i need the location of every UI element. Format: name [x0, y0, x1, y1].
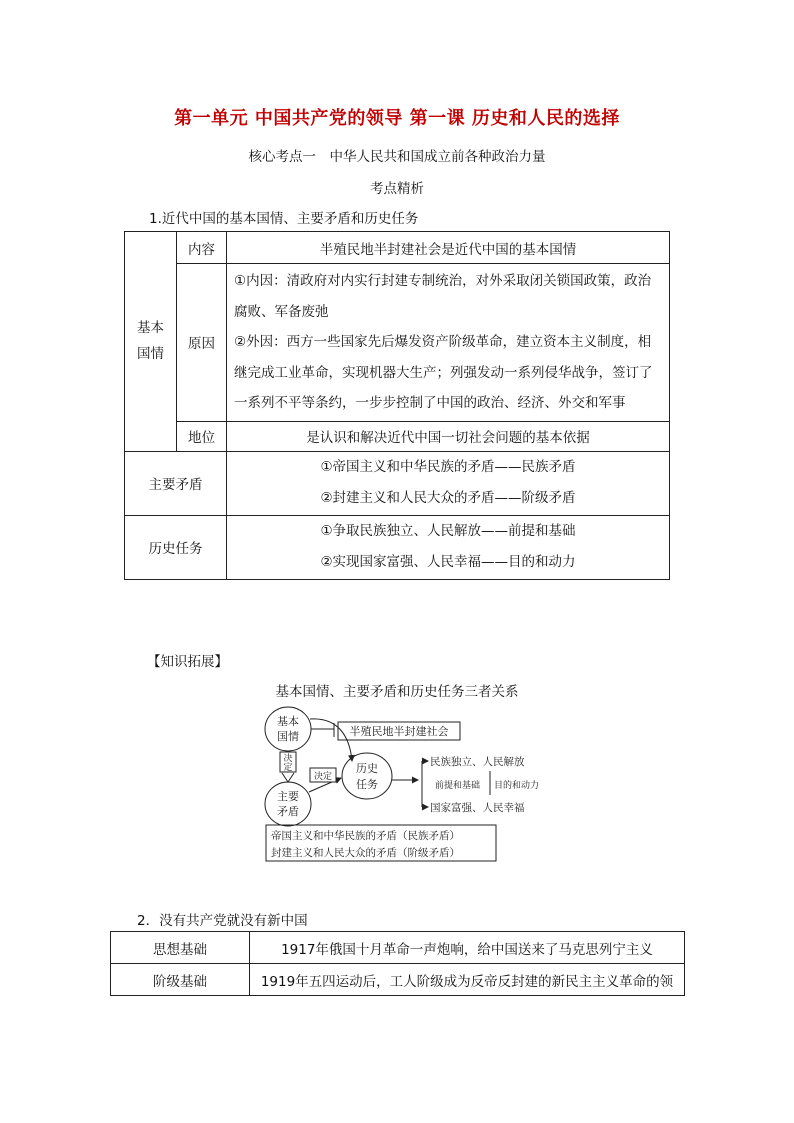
cause-internal: ①内因：清政府对内实行封建专制统治，对外采取闭关锁国政策，政治腐败、军备废弛	[234, 273, 652, 320]
decide-vertical-arrowhead	[282, 773, 294, 782]
section-1-heading: 1.近代中国的基本国情、主要矛盾和历史任务	[149, 211, 419, 227]
contradiction-1: ①帝国主义和中华民族的矛盾——民族矛盾	[320, 459, 576, 475]
historical-task-label: 历史任务	[125, 515, 227, 579]
knowledge-extension-heading: 【知识拓展】	[147, 654, 228, 670]
task-mid-2-text: 目的和动力	[494, 781, 540, 791]
node-basic-text-2: 国情	[277, 730, 299, 743]
main-contradiction-label: 主要矛盾	[125, 451, 227, 515]
basic-conditions-node	[265, 707, 311, 751]
decide-v-text-1: 决	[283, 754, 293, 764]
contra-box-text-2: 封建主义和人民大众的矛盾（阶级矛盾）	[271, 847, 460, 859]
cause-cell	[227, 264, 670, 422]
relationship-diagram	[258, 703, 558, 865]
page-title: 第一单元 中国共产党的领导 第一课 历史和人民的选择	[174, 108, 620, 129]
task-1: ①争取民族独立、人民解放——前提和基础	[320, 523, 576, 539]
foundation-value: 1917年俄国十月革命一声炮响，给中国送来了马克思列宁主义	[250, 932, 685, 964]
task-mid-1-text: 前提和基础	[435, 781, 481, 791]
cause-label: 原因	[177, 264, 227, 422]
foundation-value: 1919年五四运动后，工人阶级成为反帝反封建的新民主主义革命的领	[250, 964, 685, 996]
cause-external: ②外因：西方一些国家先后爆发资产阶级革命，建立资本主义制度，相继完成工业革命，实现机器大生产；列强发动一系列侵华战争，签订了一系列不平等条约，一步步控制了中国的政治、经济、外交和军事	[234, 334, 653, 411]
main-contradiction-values	[227, 451, 670, 515]
figure-title: 基本国情、主要矛盾和历史任务三者关系	[275, 684, 519, 700]
node-basic-text-1: 基本	[277, 715, 299, 728]
historical-task-node	[342, 753, 392, 799]
status-value: 是认识和解决近代中国一切社会问题的基本依据	[227, 421, 670, 451]
node-contra-text-2: 矛盾	[277, 805, 299, 818]
semi-colonial-text: 半殖民地半封建社会	[349, 725, 449, 738]
table-row	[111, 932, 685, 964]
node-task-text-1: 历史	[356, 762, 378, 775]
contradiction-2: ②封建主义和人民大众的矛盾——阶级矛盾	[320, 490, 576, 506]
basic-conditions-table	[124, 231, 670, 580]
foundation-table	[110, 931, 685, 996]
content-label: 内容	[177, 232, 227, 264]
core-topic-subtitle: 核心考点一 中华人民共和国成立前各种政治力量	[248, 149, 546, 165]
basic-conditions-label: 基本国情	[125, 232, 177, 452]
foundation-label: 阶级基础	[111, 964, 250, 996]
task-a-text: 民族独立、人民解放	[430, 756, 525, 768]
section-2-heading: 2．没有共产党就没有新中国	[137, 913, 308, 929]
status-label: 地位	[177, 421, 227, 451]
node-contra-text-1: 主要	[277, 790, 299, 803]
table-row	[111, 964, 685, 996]
decide-h-text: 决定	[313, 772, 333, 782]
main-contradiction-node	[265, 782, 311, 826]
content-value: 半殖民地半封建社会是近代中国的基本国情	[227, 232, 670, 264]
decide-v-text-2: 定	[283, 763, 293, 773]
task-b-text: 国家富强、人民幸福	[430, 802, 525, 814]
task-2: ②实现国家富强、人民幸福——目的和动力	[320, 554, 576, 570]
contra-box-text-1: 帝国主义和中华民族的矛盾（民族矛盾）	[271, 830, 460, 842]
historical-task-values	[227, 515, 670, 579]
analysis-heading: 考点精析	[370, 181, 424, 197]
foundation-label: 思想基础	[111, 932, 250, 964]
node-task-text-2: 任务	[356, 778, 378, 791]
